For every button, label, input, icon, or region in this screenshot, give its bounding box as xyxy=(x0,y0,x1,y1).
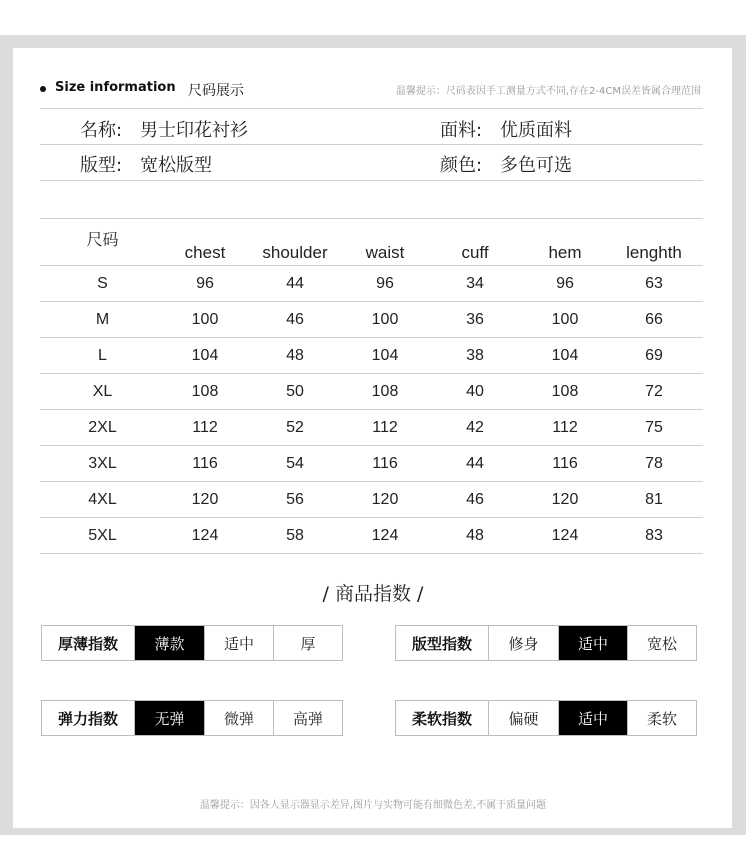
divider xyxy=(40,180,703,181)
measurement-cell: 48 xyxy=(245,338,345,374)
measurement-cell: 112 xyxy=(165,410,245,446)
product-index-title: / 商品指数 / xyxy=(322,583,424,605)
thickness-option-selected: 薄款 xyxy=(135,626,204,660)
measurement-cell: 52 xyxy=(245,410,345,446)
thickness-option: 厚 xyxy=(273,626,342,660)
name-value: 男士印花衬衫 xyxy=(140,120,248,141)
softness-option-selected: 适中 xyxy=(558,701,627,735)
measurement-cell: 78 xyxy=(605,446,703,482)
size-table xyxy=(40,218,703,554)
measurement-cell: 120 xyxy=(525,482,605,518)
bullet-dot-icon xyxy=(40,86,46,92)
table-row xyxy=(40,410,703,446)
measurement-cell: 83 xyxy=(605,518,703,554)
table-header-row xyxy=(40,219,703,266)
measurement-cell: 120 xyxy=(165,482,245,518)
measurement-cell: 48 xyxy=(425,518,525,554)
measurement-cell: 112 xyxy=(345,410,425,446)
measurement-cell: 100 xyxy=(165,302,245,338)
fit-option: 宽松 xyxy=(627,626,696,660)
measurement-cell: 120 xyxy=(345,482,425,518)
measurement-cell: 66 xyxy=(605,302,703,338)
measurement-cell: 104 xyxy=(525,338,605,374)
measurement-cell: 75 xyxy=(605,410,703,446)
measurement-cell: 58 xyxy=(245,518,345,554)
display-difference-note: 温馨提示：因各人显示器显示差异,图片与实物可能有细微色差,不属于质量问题 xyxy=(199,800,547,811)
table-row xyxy=(40,338,703,374)
table-row xyxy=(40,266,703,302)
measurement-cell: 36 xyxy=(425,302,525,338)
thickness-option: 适中 xyxy=(204,626,273,660)
size-info-title-cn: 尺码展示 xyxy=(188,83,244,99)
softness-index-label: 柔软指数 xyxy=(396,701,489,735)
fabric-value: 优质面料 xyxy=(500,120,572,141)
table-row xyxy=(40,482,703,518)
measurement-cell: 96 xyxy=(525,266,605,302)
measurement-cell: 104 xyxy=(165,338,245,374)
measurement-cell: 112 xyxy=(525,410,605,446)
divider xyxy=(40,144,703,145)
measurement-cell: 54 xyxy=(245,446,345,482)
measurement-cell: 44 xyxy=(425,446,525,482)
measurement-cell: 124 xyxy=(345,518,425,554)
measurement-cell: 63 xyxy=(605,266,703,302)
column-header: chest xyxy=(165,219,245,266)
measurement-cell: 96 xyxy=(345,266,425,302)
table-row xyxy=(40,446,703,482)
thickness-index-label: 厚薄指数 xyxy=(42,626,135,660)
measurement-cell: 46 xyxy=(245,302,345,338)
fit-label: 版型: xyxy=(80,155,123,176)
measurement-cell: 100 xyxy=(525,302,605,338)
elasticity-option: 微弹 xyxy=(204,701,273,735)
color-label: 颜色: xyxy=(440,155,483,176)
fit-option-selected: 适中 xyxy=(558,626,627,660)
fit-index xyxy=(395,625,697,661)
column-header: lenghth xyxy=(605,219,703,266)
measurement-cell: 96 xyxy=(165,266,245,302)
name-label: 名称: xyxy=(80,120,123,141)
table-row xyxy=(40,518,703,554)
measurement-cell: 50 xyxy=(245,374,345,410)
elasticity-option-selected: 无弹 xyxy=(135,701,204,735)
measurement-note: 温馨提示：尺码表因手工测量方式不同,存在2-4CM误差皆属合理范围 xyxy=(395,86,701,97)
measurement-cell: 72 xyxy=(605,374,703,410)
fit-option: 修身 xyxy=(508,634,539,653)
thickness-index xyxy=(41,625,343,661)
measurement-cell: 40 xyxy=(425,374,525,410)
size-cell: 4XL xyxy=(40,482,165,518)
color-value: 多色可选 xyxy=(500,155,572,176)
column-header: waist xyxy=(345,219,425,266)
measurement-cell: 116 xyxy=(345,446,425,482)
softness-option: 偏硬 xyxy=(508,709,539,728)
measurement-cell: 34 xyxy=(425,266,525,302)
divider xyxy=(40,108,703,109)
table-row xyxy=(40,374,703,410)
measurement-cell: 69 xyxy=(605,338,703,374)
size-cell: L xyxy=(40,338,165,374)
table-row xyxy=(40,302,703,338)
elasticity-index xyxy=(41,700,343,736)
measurement-cell: 124 xyxy=(525,518,605,554)
measurement-cell: 104 xyxy=(345,338,425,374)
size-cell: 3XL xyxy=(40,446,165,482)
fit-index-label: 版型指数 xyxy=(396,626,489,660)
measurement-cell: 56 xyxy=(245,482,345,518)
column-header: shoulder xyxy=(245,219,345,266)
size-info-title: Size information xyxy=(55,80,176,95)
column-header: 尺码 xyxy=(40,219,165,266)
fabric-label: 面料: xyxy=(440,120,483,141)
measurement-cell: 108 xyxy=(525,374,605,410)
size-cell: 5XL xyxy=(40,518,165,554)
measurement-cell: 116 xyxy=(165,446,245,482)
measurement-cell: 42 xyxy=(425,410,525,446)
measurement-cell: 108 xyxy=(345,374,425,410)
measurement-cell: 124 xyxy=(165,518,245,554)
measurement-cell: 81 xyxy=(605,482,703,518)
fit-value: 宽松版型 xyxy=(140,155,212,176)
size-cell: 2XL xyxy=(40,410,165,446)
measurement-cell: 38 xyxy=(425,338,525,374)
measurement-cell: 100 xyxy=(345,302,425,338)
softness-index xyxy=(395,700,697,736)
size-cell: XL xyxy=(40,374,165,410)
measurement-cell: 46 xyxy=(425,482,525,518)
size-cell: M xyxy=(40,302,165,338)
elasticity-option: 高弹 xyxy=(273,701,342,735)
measurement-cell: 108 xyxy=(165,374,245,410)
column-header: hem xyxy=(525,219,605,266)
column-header: cuff xyxy=(425,219,525,266)
measurement-cell: 116 xyxy=(525,446,605,482)
measurement-cell: 44 xyxy=(245,266,345,302)
elasticity-index-label: 弹力指数 xyxy=(42,701,135,735)
size-cell: S xyxy=(40,266,165,302)
softness-option: 柔软 xyxy=(627,701,696,735)
